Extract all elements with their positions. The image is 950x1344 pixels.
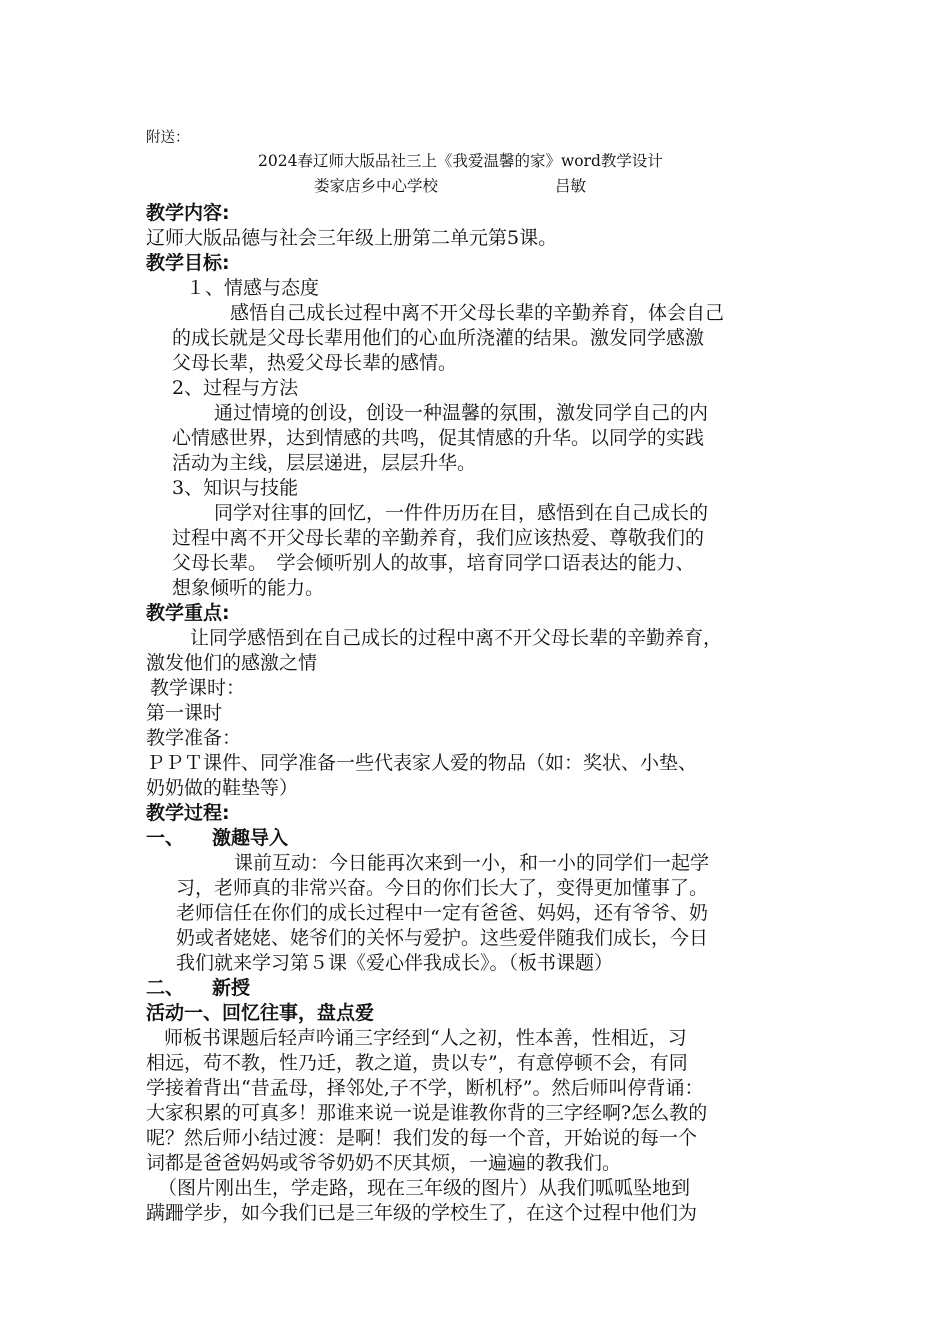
goal-paragraph-3-line: 过程中离不开父母长辈的辛勤养育，我们应该热爱、尊敬我们的 [172,527,705,549]
school-name: 娄家店乡中心学校 [314,177,439,195]
goal-paragraph-2-line: 通过情境的创设，创设一种温馨的氛围，激发同学自己的内 [214,402,709,424]
preparation-line: ＰＰＴ课件、同学准备一些代表家人爱的物品（如：奖状、小垫、 [146,752,698,774]
activity-1-heading: 活动一、回忆往事，盘点爱 [146,1002,375,1024]
activity-1-line: 蹒跚学步，如今我们已是三年级的学校生了，在这个过程中他们为 [146,1202,698,1224]
section-2-title: 新授 [212,977,251,999]
goal-paragraph-2-line: 活动为主线，层层递进，层层升华。 [172,452,477,474]
heading-preparation: 教学准备： [146,727,242,749]
goal-subheading-1: １、情感与态度 [186,277,320,299]
heading-goals: 教学目标: [146,252,230,274]
section-2-number: 二、 [146,977,185,999]
hours-text: 第一课时 [146,702,223,724]
goal-paragraph-3-line: 想象倾听的能力。 [172,577,325,599]
heading-focus: 教学重点: [146,602,230,624]
goal-paragraph-1-line: 的成长就是父母长辈用他们的心血所浇灌的结果。激发同学感激 [172,327,705,349]
section-1-line: 奶或者姥姥、姥爷们的关怀与爱护。这些爱伴随我们成长，今日 [176,927,709,949]
goal-paragraph-1-line: 父母长辈，热爱父母长辈的感情。 [172,352,458,374]
section-1-title: 激趣导入 [212,827,289,849]
section-1-line: 老师信任在你们的成长过程中一定有爸爸、妈妈，还有爷爷、奶 [176,902,709,924]
author-name: 吕敏 [555,177,587,195]
section-1-line: 课前互动：今日能再次来到一小，和一小的同学们一起学 [234,852,710,874]
heading-process: 教学过程: [146,802,230,824]
focus-line: 让同学感悟到在自己成长的过程中离不开父母长辈的辛勤养育， [190,627,723,649]
goal-subheading-2: 2、过程与方法 [172,377,299,399]
section-1-line: 习，老师真的非常兴奋。今日的你们长大了，变得更加懂事了。 [176,877,709,899]
document-title: 2024春辽师大版品社三上《我爱温馨的家》word教学设计 [258,152,663,170]
content-text: 辽师大版品德与社会三年级上册第二单元第5课。 [146,227,558,249]
activity-1-line: （图片刚出生，学走路，现在三年级的图片）从我们呱呱坠地到 [158,1177,691,1199]
activity-1-line: 学接着背出“昔孟母，择邻处,子不学，断机杼”。然后师叫停背诵： [146,1077,704,1099]
section-1-line: 我们就来学习第５课《爱心伴我成长》。（板书课题） [176,952,614,974]
activity-1-line: 相远，苟不教，性乃迁，教之道，贵以专”，有意停顿不会，有同 [146,1052,688,1074]
activity-1-line: 大家积累的可真多！那谁来说一说是谁教你背的三字经啊?怎么教的 [146,1102,708,1124]
preparation-line: 奶奶做的鞋垫等） [146,777,299,799]
section-1-number: 一、 [146,827,185,849]
activity-1-line: 师板书课题后轻声吟诵三字经到“人之初，性本善，性相近，习 [164,1027,687,1049]
goal-paragraph-2-line: 心情感世界，达到情感的共鸣，促其情感的升华。以同学的实践 [172,427,705,449]
activity-1-line: 词都是爸爸妈妈或爷爷奶奶不厌其烦，一遍遍的教我们。 [146,1152,622,1174]
goal-paragraph-3-line: 同学对往事的回忆，一件件历历在目，感悟到在自己成长的 [214,502,709,524]
goal-subheading-3: 3、知识与技能 [172,477,299,499]
focus-line: 激发他们的感激之情 [146,652,318,674]
heading-content: 教学内容: [146,202,230,224]
attachment-label: 附送： [146,130,190,146]
goal-paragraph-3-line: 父母长辈。 学会倾听别人的故事，培育同学口语表达的能力、 [172,552,695,574]
heading-hours: 教学课时： [150,677,246,699]
goal-paragraph-1-line: 感悟自己成长过程中离不开父母长辈的辛勤养育，体会自己 [230,302,725,324]
activity-1-line: 呢？然后师小结过渡：是啊！我们发的每一个音，开始说的每一个 [146,1127,698,1149]
